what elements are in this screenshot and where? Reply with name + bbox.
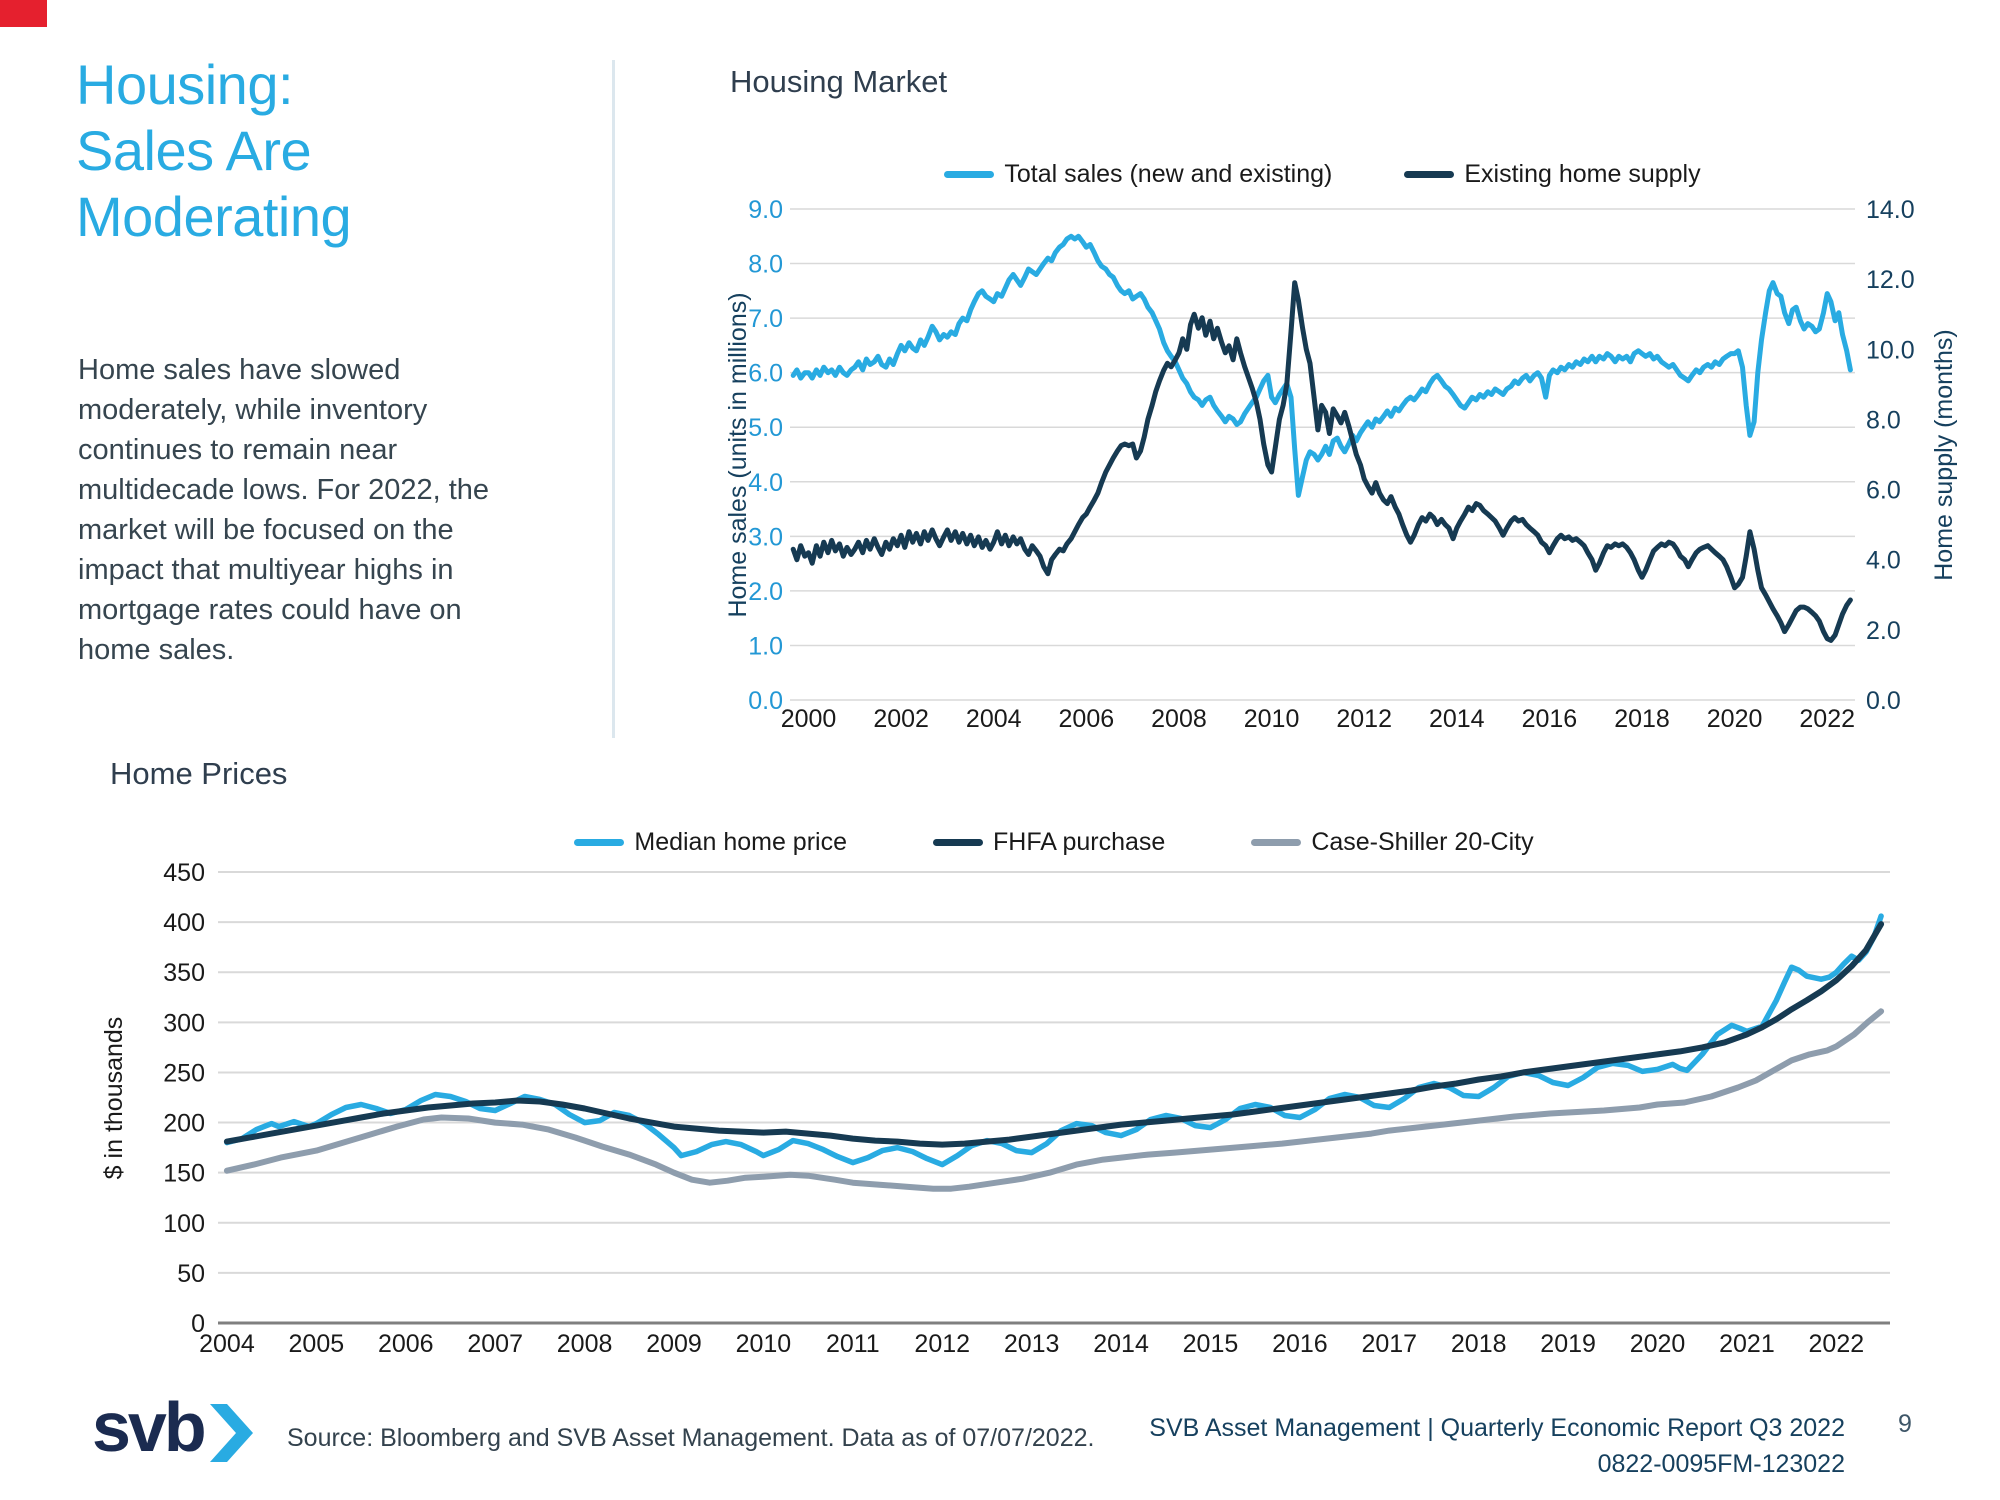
x-axis-tick-label: 2018 xyxy=(1450,1330,1507,1358)
legend-label: Existing home supply xyxy=(1464,160,1701,188)
y-axis-tick-label: 4.0 xyxy=(748,468,783,497)
y2-axis-tick-label: 8.0 xyxy=(1866,406,1901,435)
report-title: SVB Asset Management | Quarterly Economic Report Q3 2022 xyxy=(1149,1414,1845,1442)
x-axis-tick-label: 2000 xyxy=(780,705,837,733)
report-footer xyxy=(1149,1410,1845,1482)
y2-axis-tick-label: 12.0 xyxy=(1866,266,1915,295)
legend-label: Case-Shiller 20-City xyxy=(1311,828,1534,856)
y-axis-tick-label: 6.0 xyxy=(748,359,783,388)
x-axis-tick-label: 2017 xyxy=(1361,1330,1418,1358)
home-prices-legend xyxy=(218,828,1890,857)
y-axis-tick-label: 9.0 xyxy=(748,196,783,224)
y-axis-tick-label: 5.0 xyxy=(748,414,783,443)
series-line-0 xyxy=(793,236,1850,495)
svb-logo xyxy=(92,1388,254,1466)
svb-chevron-icon xyxy=(210,1404,254,1462)
x-axis-tick-label: 2020 xyxy=(1706,705,1763,733)
y-axis-tick-label: 100 xyxy=(163,1209,205,1238)
y-axis-tick-label: 1.0 xyxy=(748,632,783,661)
x-axis-tick-label: 2022 xyxy=(1808,1330,1865,1358)
x-axis-tick-label: 2007 xyxy=(467,1330,523,1358)
legend-item-case-shiller xyxy=(1251,828,1533,857)
x-axis-tick-label: 2004 xyxy=(199,1330,255,1358)
y-axis-tick-label: 0.0 xyxy=(748,687,783,715)
y-axis-tick-label: 7.0 xyxy=(748,305,783,334)
svb-logo-text: svb xyxy=(92,1388,204,1466)
y2-axis-tick-label: 10.0 xyxy=(1866,336,1915,365)
x-axis-tick-label: 2013 xyxy=(1003,1330,1060,1358)
page-title-line: Sales Are xyxy=(76,119,312,182)
x-axis-tick-label: 2010 xyxy=(735,1330,792,1358)
y2-axis-tick-label: 6.0 xyxy=(1866,476,1901,505)
y-axis-tick-label: 250 xyxy=(163,1059,205,1088)
y2-axis-tick-label: 4.0 xyxy=(1866,546,1901,575)
fhfa-swatch-icon xyxy=(933,839,983,846)
x-axis-tick-label: 2009 xyxy=(646,1330,702,1358)
y-axis-tick-label: 400 xyxy=(163,909,205,938)
home-prices-chart xyxy=(100,858,1980,1378)
x-axis-tick-label: 2012 xyxy=(1336,705,1392,733)
housing-market-heading: Housing Market xyxy=(730,64,948,99)
x-axis-tick-label: 2014 xyxy=(1428,705,1485,733)
x-axis-tick-label: 2019 xyxy=(1540,1330,1596,1358)
y-axis-title: Home sales (units in millions) xyxy=(724,292,752,618)
existing-supply-swatch-icon xyxy=(1404,171,1454,178)
y2-axis-tick-label: 0.0 xyxy=(1866,687,1901,715)
y2-axis-tick-label: 2.0 xyxy=(1866,616,1901,645)
y-axis-tick-label: 200 xyxy=(163,1109,205,1138)
housing-market-legend xyxy=(790,160,1855,189)
total-sales-swatch-icon xyxy=(944,171,994,178)
median-price-swatch-icon xyxy=(574,839,624,846)
legend-item-total-sales xyxy=(944,160,1332,189)
page-number: 9 xyxy=(1898,1410,1912,1438)
x-axis-tick-label: 2021 xyxy=(1719,1330,1775,1358)
home-prices-heading: Home Prices xyxy=(110,756,288,791)
series-line-1 xyxy=(793,283,1850,641)
x-axis-tick-label: 2022 xyxy=(1799,705,1856,733)
x-axis-tick-label: 2002 xyxy=(873,705,929,733)
legend-item-fhfa xyxy=(933,828,1165,857)
page-title xyxy=(76,52,351,250)
series-line-0 xyxy=(227,916,1881,1165)
x-axis-tick-label: 2018 xyxy=(1614,705,1670,733)
page-title-line: Moderating xyxy=(76,185,352,248)
x-axis-tick-label: 2020 xyxy=(1629,1330,1686,1358)
y-axis-tick-label: 2.0 xyxy=(748,577,783,606)
x-axis-tick-label: 2012 xyxy=(914,1330,971,1358)
source-note: Source: Bloomberg and SVB Asset Management. Data as of 07/07/2022. xyxy=(287,1424,1095,1452)
housing-market-chart xyxy=(700,195,2000,747)
legend-label: FHFA purchase xyxy=(993,828,1166,856)
x-axis-tick-label: 2011 xyxy=(825,1330,880,1358)
x-axis-tick-label: 2005 xyxy=(288,1330,345,1358)
legend-item-median-price xyxy=(574,828,847,857)
page-title-line: Housing: xyxy=(76,53,294,116)
y-axis-title: $ in thousands xyxy=(100,1016,128,1180)
y-axis-tick-label: 300 xyxy=(163,1009,205,1038)
y-axis-tick-label: 3.0 xyxy=(748,523,783,552)
x-axis-tick-label: 2008 xyxy=(1151,705,1207,733)
x-axis-tick-label: 2014 xyxy=(1093,1330,1149,1358)
vertical-divider xyxy=(612,60,615,738)
y-axis-tick-label: 50 xyxy=(177,1259,205,1288)
y-axis-tick-label: 350 xyxy=(163,959,205,988)
x-axis-tick-label: 2016 xyxy=(1521,705,1578,733)
x-axis-tick-label: 2008 xyxy=(556,1330,613,1358)
legend-item-existing-supply xyxy=(1404,160,1700,189)
y-axis-tick-label: 150 xyxy=(163,1159,205,1188)
y2-axis-tick-label: 14.0 xyxy=(1866,196,1915,224)
y-axis-tick-label: 0 xyxy=(191,1310,205,1338)
series-line-1 xyxy=(227,924,1881,1145)
x-axis-tick-label: 2004 xyxy=(965,705,1022,733)
doc-id: 0822-0095FM-123022 xyxy=(1597,1450,1845,1478)
y-axis-tick-label: 450 xyxy=(163,859,205,887)
y2-axis-title: Home supply (months) xyxy=(1930,329,1958,581)
x-axis-tick-label: 2006 xyxy=(1058,705,1115,733)
legend-label: Median home price xyxy=(634,828,847,856)
x-axis-tick-label: 2006 xyxy=(377,1330,434,1358)
series-line-2 xyxy=(227,1011,1881,1188)
x-axis-tick-label: 2015 xyxy=(1182,1330,1239,1358)
legend-label: Total sales (new and existing) xyxy=(1004,160,1333,188)
case-shiller-swatch-icon xyxy=(1251,839,1301,846)
y-axis-tick-label: 8.0 xyxy=(748,250,783,279)
x-axis-tick-label: 2010 xyxy=(1243,705,1300,733)
x-axis-tick-label: 2016 xyxy=(1272,1330,1328,1358)
summary-paragraph: Home sales have slowed moderately, while inventory continues to remain near multidecade lows. For 2022, the market will be focused on the impact that multiyear highs in mortgage rates could have on home sales. xyxy=(78,354,490,666)
screen-corner-red-artifact xyxy=(0,0,47,27)
